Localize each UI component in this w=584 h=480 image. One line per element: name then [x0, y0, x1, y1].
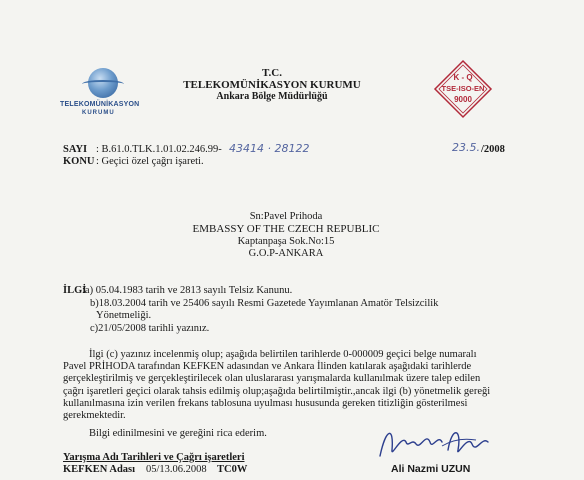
konu-label: KONU	[63, 156, 95, 167]
competition-row-label: KEFKEN Adası	[63, 464, 136, 475]
konu-value: : Geçici özel çağrı işareti.	[96, 156, 204, 167]
sayi-handwritten-number: 43414 · 28122	[229, 142, 310, 155]
stamp-top-text: K - Q	[453, 73, 473, 82]
logo-subtext: KURUMU	[82, 110, 115, 116]
stamp-middle-text: TSE-ISO-EN	[441, 84, 485, 93]
body-closing: Bilgi edinilmesini ve gereğini rica ederim.	[89, 428, 267, 439]
stamp-bottom-text: 9000	[454, 95, 472, 104]
header-tc: T.C.	[262, 67, 282, 79]
sayi-value: : B.61.0.TLK.1.01.02.246.99-	[96, 144, 222, 155]
ilgi-item-c: c)21/05/2008 tarihli yazınız.	[90, 323, 210, 334]
ilgi-item-b: b)18.03.2004 tarih ve 25406 sayılı Resmi Gazetede Yayımlanan Amatör Telsizcilik	[90, 298, 439, 309]
recipient-street: Kaptanpaşa Sok.No:15	[237, 236, 335, 247]
ilgi-label: İLGİ	[63, 285, 87, 296]
date-year: /2008	[481, 144, 505, 155]
body-line-2: Pavel PRİHODA tarafından KEFKEN adasından ve Ankara İlinden katılarak aşağıdaki tarihlerde	[63, 361, 472, 372]
header-department: Ankara Bölge Müdürlüğü	[216, 91, 328, 102]
signatory-name: Ali Nazmi UZUN	[391, 463, 471, 475]
body-line-5: kullanılmasına izin verilen frekans tablosuna uyulması hususunda gereken titizliğin gösterilmesi	[63, 398, 468, 409]
sayi-label: SAYI	[63, 144, 88, 155]
recipient-organization: EMBASSY OF THE CZECH REPUBLIC	[192, 223, 380, 235]
body-line-4: çağrı işaretleri geçici olarak tahsis edilmiş olup;aşağıda belirtilmiştir.,ancak ilgi (b) yönetmelik gereği	[63, 386, 491, 397]
recipient-name: Sn:Pavel Prihoda	[249, 211, 323, 222]
competition-row-callsign: TC0W	[217, 464, 248, 475]
body-line-6: gerekmektedir.	[63, 410, 126, 421]
competition-heading: Yarışma Adı Tarihleri ve Çağrı işaretleri	[63, 452, 245, 463]
body-line-1: İlgi (c) yazınız incelenmiş olup; aşağıda belirtilen tarihlerde 0-000009 geçici belge numaralı	[89, 349, 477, 360]
handwritten-signature-icon	[372, 420, 502, 465]
logo-text: TELEKOMÜNİKASYON	[60, 101, 140, 108]
competition-row-dates: 05/13.06.2008	[146, 464, 207, 475]
ilgi-item-b-cont: Yönetmeliği.	[96, 310, 152, 321]
body-line-3: gerçekleştirilmiş ve gerçekleştirilecek olan uluslararası yarışmalarda kullanılmak üzere talep edilen	[63, 373, 481, 384]
iso-certification-stamp	[433, 59, 493, 119]
ilgi-item-a: :a) 05.04.1983 tarih ve 2813 sayılı Telsiz Kanunu.	[82, 285, 293, 296]
date-handwritten: 23.5.	[452, 141, 480, 154]
header-institution: TELEKOMÜNİKASYON KURUMU	[183, 79, 361, 91]
recipient-city: G.O.P-ANKARA	[248, 248, 324, 259]
